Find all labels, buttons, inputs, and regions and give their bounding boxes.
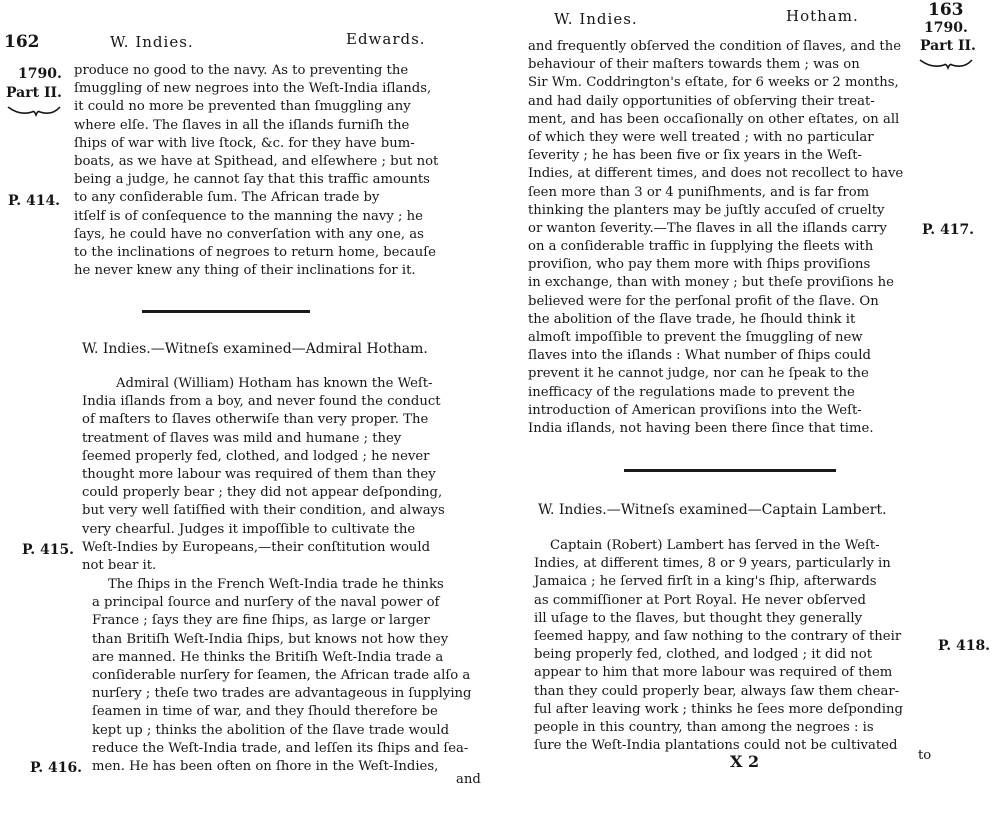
text-line: ſure the Weſt-India plantations could not be cultivated (534, 738, 898, 754)
margin-page-ref: P. 417. (922, 222, 975, 238)
text-line: men. He has been often on ſhore in the Weſt-Indies, (92, 758, 439, 774)
text-line: treatment of ſlaves was mild and humane ; they (82, 430, 402, 446)
text-line: itſelf is of conſequence to the manning the navy ; he (74, 208, 423, 224)
right-page (500, 0, 1000, 822)
catchword: and (456, 772, 481, 787)
text-line: of maſters to ſlaves otherwiſe than very proper. The (82, 412, 429, 428)
text-line: behaviour of their maſters towards them ; was on (528, 57, 860, 73)
margin-page-ref: P. 416. (30, 760, 83, 776)
text-line: ment, and has been occaſionally on other eſtates, on all (528, 111, 900, 127)
section-title-hotham: W. Indies.—Witneſs examined—Admiral Hotham. (82, 341, 428, 357)
text-line: Sir Wm. Coddrington's eſtate, for 6 weeks or 2 months, (528, 75, 899, 91)
text-line: ſlaves into the iſlands : What number of ſhips could (528, 348, 871, 364)
text-line: than they could properly bear, always ſaw them chear- (534, 683, 900, 699)
text-line: being a judge, he cannot ſay that this traffic amounts (74, 172, 430, 188)
text-line: nurſery ; theſe two trades are advantageous in ſupplying (92, 686, 472, 702)
margin-year: 1790. (18, 66, 62, 82)
text-line: the abolition of the ſlave trade, he ſhould think it (528, 311, 856, 327)
text-line: could properly bear ; they did not appear deſponding, (82, 485, 443, 501)
text-line: inefficacy of the regulations made to prevent the (528, 384, 855, 400)
text-line: ful after leaving work ; thinks he ſees more deſponding (534, 701, 903, 717)
text-line: prevent it he cannot judge, nor can he ſpeak to the (528, 366, 869, 382)
text-line: Admiral (William) Hotham has known the Weſt- (116, 376, 433, 391)
paragraph-hotham-2 (92, 576, 471, 776)
text-line: France ; ſays they are fine ſhips, as large or larger (92, 613, 430, 629)
text-line: of which they were well treated ; with no particular (528, 129, 874, 145)
text-line: ſeverity ; he has been five or ſix years in the Weſt- (528, 148, 862, 164)
text-line: a principal ſource and nurſery of the naval power of (92, 595, 440, 611)
text-line: proviſion, who pay them more with ſhips proviſions (528, 257, 871, 273)
text-line: The ſhips in the French Weſt-India trade he thinks (108, 577, 444, 592)
text-line: people in this country, than among the negroes : is (534, 719, 874, 735)
paragraph-lambert (534, 537, 903, 755)
margin-page-ref: P. 414. (8, 193, 61, 209)
text-line: ill uſage to the ſlaves, but thought they generally (534, 610, 863, 626)
text-line: to any conſiderable ſum. The African trade by (74, 190, 380, 206)
text-line: not bear it. (82, 557, 157, 573)
margin-page-ref: P. 415. (22, 542, 75, 558)
text-line: ſeamen in time of war, and they ſhould therefore be (92, 704, 438, 720)
text-line: Indies, at different times, 8 or 9 years, particularly in (534, 556, 891, 572)
text-line: Weſt-Indies by Europeans,—their conſtitution would (82, 539, 431, 555)
text-line: than Britiſh Weſt-India ſhips, but knows not how they (92, 631, 449, 647)
section-rule (624, 469, 836, 472)
text-line: and frequently obſerved the condition of ſlaves, and the (528, 39, 902, 54)
text-line: on a conſiderable traffic in ſupplying the fleets with (528, 239, 874, 255)
text-line: ſmuggling of new negroes into the Weſt-India iſlands, (74, 81, 432, 97)
text-line: Indies, at different times, and does not recollect to have (528, 166, 904, 182)
margin-year: 1790. (924, 20, 968, 36)
text-line: being properly fed, clothed, and lodged ; it did not (534, 647, 873, 663)
text-line: India iſlands from a boy, and never found the conduct (82, 394, 441, 410)
text-line: Jamaica ; he ſerved firſt in a king's ſhip, afterwards (534, 574, 877, 590)
text-line: almoſt impoſſible to prevent the ſmuggling of new (528, 330, 863, 345)
text-line: India iſlands, not having been there ſince that time. (528, 420, 874, 436)
text-line: in exchange, than with money ; but theſe proviſions he (528, 275, 894, 291)
paragraph-edwards-end (74, 62, 438, 280)
text-line: produce no good to the navy. As to preventing the (74, 63, 409, 78)
section-rule (142, 310, 310, 313)
paragraph-hotham-1 (82, 375, 445, 575)
text-line: where elſe. The ſlaves in all the iſlands furniſh the (74, 117, 410, 133)
text-line: thinking the planters may be juſtly accuſed of cruelty (528, 202, 885, 218)
margin-page-ref: P. 418. (938, 638, 991, 654)
margin-part: Part II. (920, 38, 976, 54)
text-line: are manned. He thinks the Britiſh Weſt-India trade a (92, 649, 444, 665)
text-line: or wanton ſeverity.—The ſlaves in all the iſlands carry (528, 220, 887, 236)
text-line: it could no more be prevented than ſmuggling any (74, 99, 411, 115)
text-line: conſiderable nurſery for ſeamen, the African trade alſo a (92, 667, 471, 683)
text-line: ſays, he could have no converſation with any one, as (74, 226, 424, 242)
text-line: appear to him that more labour was required of them (534, 665, 893, 681)
text-line: very chearful. Judges it impoſſible to cultivate the (82, 521, 416, 537)
text-line: and had daily opportunities of obſerving their treat- (528, 93, 875, 109)
text-line: ſeemed properly fed, clothed, and lodged ; he never (82, 448, 430, 464)
text-line: Captain (Robert) Lambert has ſerved in the Weſt- (550, 538, 880, 553)
text-line: thought more labour was required of them than they (82, 466, 436, 482)
page-number: 163 (928, 0, 964, 20)
text-line: reduce the Weſt-India trade, and leſſen its ſhips and ſea- (92, 740, 469, 756)
text-line: ſeen more than 3 or 4 puniſhments, and is far from (528, 184, 870, 200)
text-line: introduction of American proviſions into the Weſt- (528, 402, 862, 418)
text-line: believed were for the perſonal profit of the ſlave. On (528, 293, 879, 309)
paragraph-hotham-3 (528, 38, 903, 438)
running-head-left: W. Indies. (554, 10, 638, 28)
text-line: as commiſſioner at Port Royal. He never obſerved (534, 592, 866, 608)
page-number: 162 (4, 32, 40, 52)
margin-part: Part II. (6, 85, 62, 101)
text-line: to the inclinations of negroes to return home, becauſe (74, 244, 436, 260)
text-line: but very well ſatiſfied with their condition, and always (82, 503, 445, 519)
running-head-left: W. Indies. (110, 33, 194, 51)
text-line: he never knew any thing of their inclinations for it. (74, 263, 416, 279)
text-line: ſhips of war with live ſtock, &c. for they have bum- (74, 135, 415, 151)
text-line: kept up ; thinks the abolition of the ſlave trade would (92, 722, 450, 738)
signature-mark: X 2 (730, 752, 760, 771)
brace-icon (918, 57, 974, 71)
brace-icon (6, 104, 62, 118)
running-head-right: Hotham. (786, 7, 859, 25)
running-head-right: Edwards. (346, 30, 426, 48)
text-line: boats, as we have at Spithead, and elſewhere ; but not (74, 153, 439, 169)
text-line: ſeemed happy, and ſaw nothing to the contrary of their (534, 628, 902, 644)
section-title-lambert: W. Indies.—Witneſs examined—Captain Lambert. (538, 502, 887, 518)
catchword: to (918, 748, 932, 763)
